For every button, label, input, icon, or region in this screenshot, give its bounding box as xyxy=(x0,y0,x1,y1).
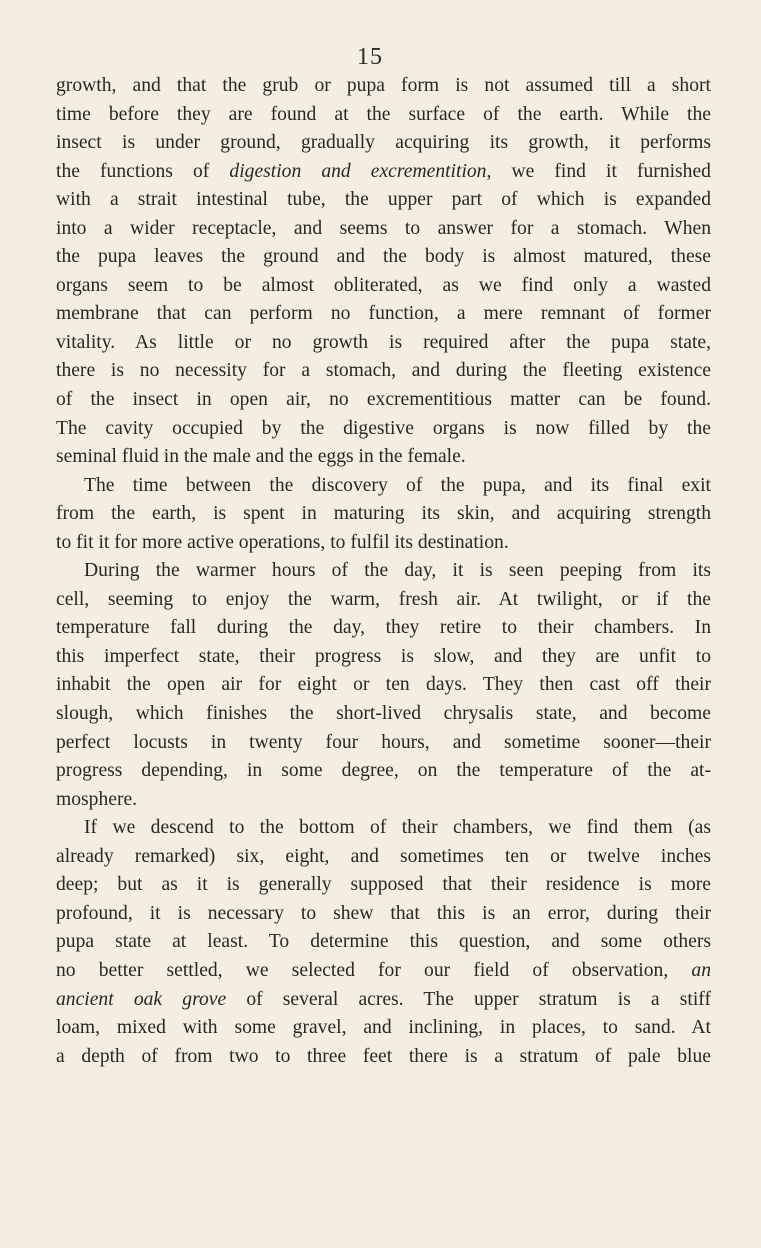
text-line: of the insect in open air, no excrementitious matter can be found. xyxy=(56,389,711,411)
body-text xyxy=(56,72,711,1071)
text-line: a depth of from two to three feet there is a stratum of pale blue xyxy=(56,1045,711,1067)
text-line: slough, which finishes the short-lived chrysalis state, and become xyxy=(56,703,711,725)
text-line: If we descend to the bottom of their chambers, we find them (as xyxy=(84,817,711,839)
text-line: with a strait intestinal tube, the upper part of which is expanded xyxy=(56,189,711,211)
text-line: perfect locusts in twenty four hours, and sometime sooner—their xyxy=(56,731,711,753)
text-line: membrane that can perform no function, a mere remnant of former xyxy=(56,303,711,325)
page-number: 15 xyxy=(357,44,383,70)
text-line: ancient oak grove of several acres. The upper stratum is a stiff xyxy=(56,988,711,1010)
italic-term: an xyxy=(691,959,711,981)
text-line: the pupa leaves the ground and the body is almost matured, these xyxy=(56,246,711,268)
text-line: pupa state at least. To determine this question, and some others xyxy=(56,931,711,953)
italic-term: digestion and excrementition xyxy=(229,160,487,182)
text-line: The time between the discovery of the pupa, and its final exit xyxy=(84,474,711,496)
text-line: cell, seeming to enjoy the warm, fresh air. At twilight, or if the xyxy=(56,588,711,610)
italic-term: ancient oak grove xyxy=(56,988,227,1010)
text-line: time before they are found at the surface of the earth. While the xyxy=(56,103,711,125)
text-line: temperature fall during the day, they retire to their chambers. In xyxy=(56,617,711,639)
text-line: profound, it is necessary to shew that this is an error, during their xyxy=(56,902,711,924)
text-line: growth, and that the grub or pupa form is not assumed till a short xyxy=(56,75,711,96)
text-line: to fit it for more active operations, to fulfil its destination. xyxy=(56,531,509,553)
text-line: loam, mixed with some gravel, and inclining, in places, to sand. At xyxy=(56,1017,711,1039)
text-line: During the warmer hours of the day, it is seen peeping from its xyxy=(84,560,711,582)
text-line: The cavity occupied by the digestive organs is now filled by the xyxy=(56,417,711,439)
text-line: inhabit the open air for eight or ten days. They then cast off their xyxy=(56,674,711,696)
text-line: the functions of digestion and excrementition, we find it furnished xyxy=(56,160,711,182)
text-line: mosphere. xyxy=(56,788,138,810)
text-line: no better settled, we selected for our field of observation, an xyxy=(56,959,711,981)
text-line: into a wider receptacle, and seems to answer for a stomach. When xyxy=(56,217,711,239)
text-line: insect is under ground, gradually acquiring its growth, it performs xyxy=(56,132,711,154)
text-line: this imperfect state, their progress is slow, and they are unfit to xyxy=(56,645,711,667)
text-line: there is no necessity for a stomach, and during the fleeting existence xyxy=(56,360,711,382)
text-line: from the earth, is spent in maturing its skin, and acquiring strength xyxy=(56,503,711,525)
text-line: progress depending, in some degree, on the temperature of the at- xyxy=(56,760,711,782)
text-line: already remarked) six, eight, and sometimes ten or twelve inches xyxy=(56,845,711,867)
text-line: seminal fluid in the male and the eggs in the female. xyxy=(56,446,466,468)
text-line: deep; but as it is generally supposed that their residence is more xyxy=(56,874,711,896)
text-line: vitality. As little or no growth is required after the pupa state, xyxy=(56,331,711,353)
text-line: organs seem to be almost obliterated, as we find only a wasted xyxy=(56,274,711,296)
